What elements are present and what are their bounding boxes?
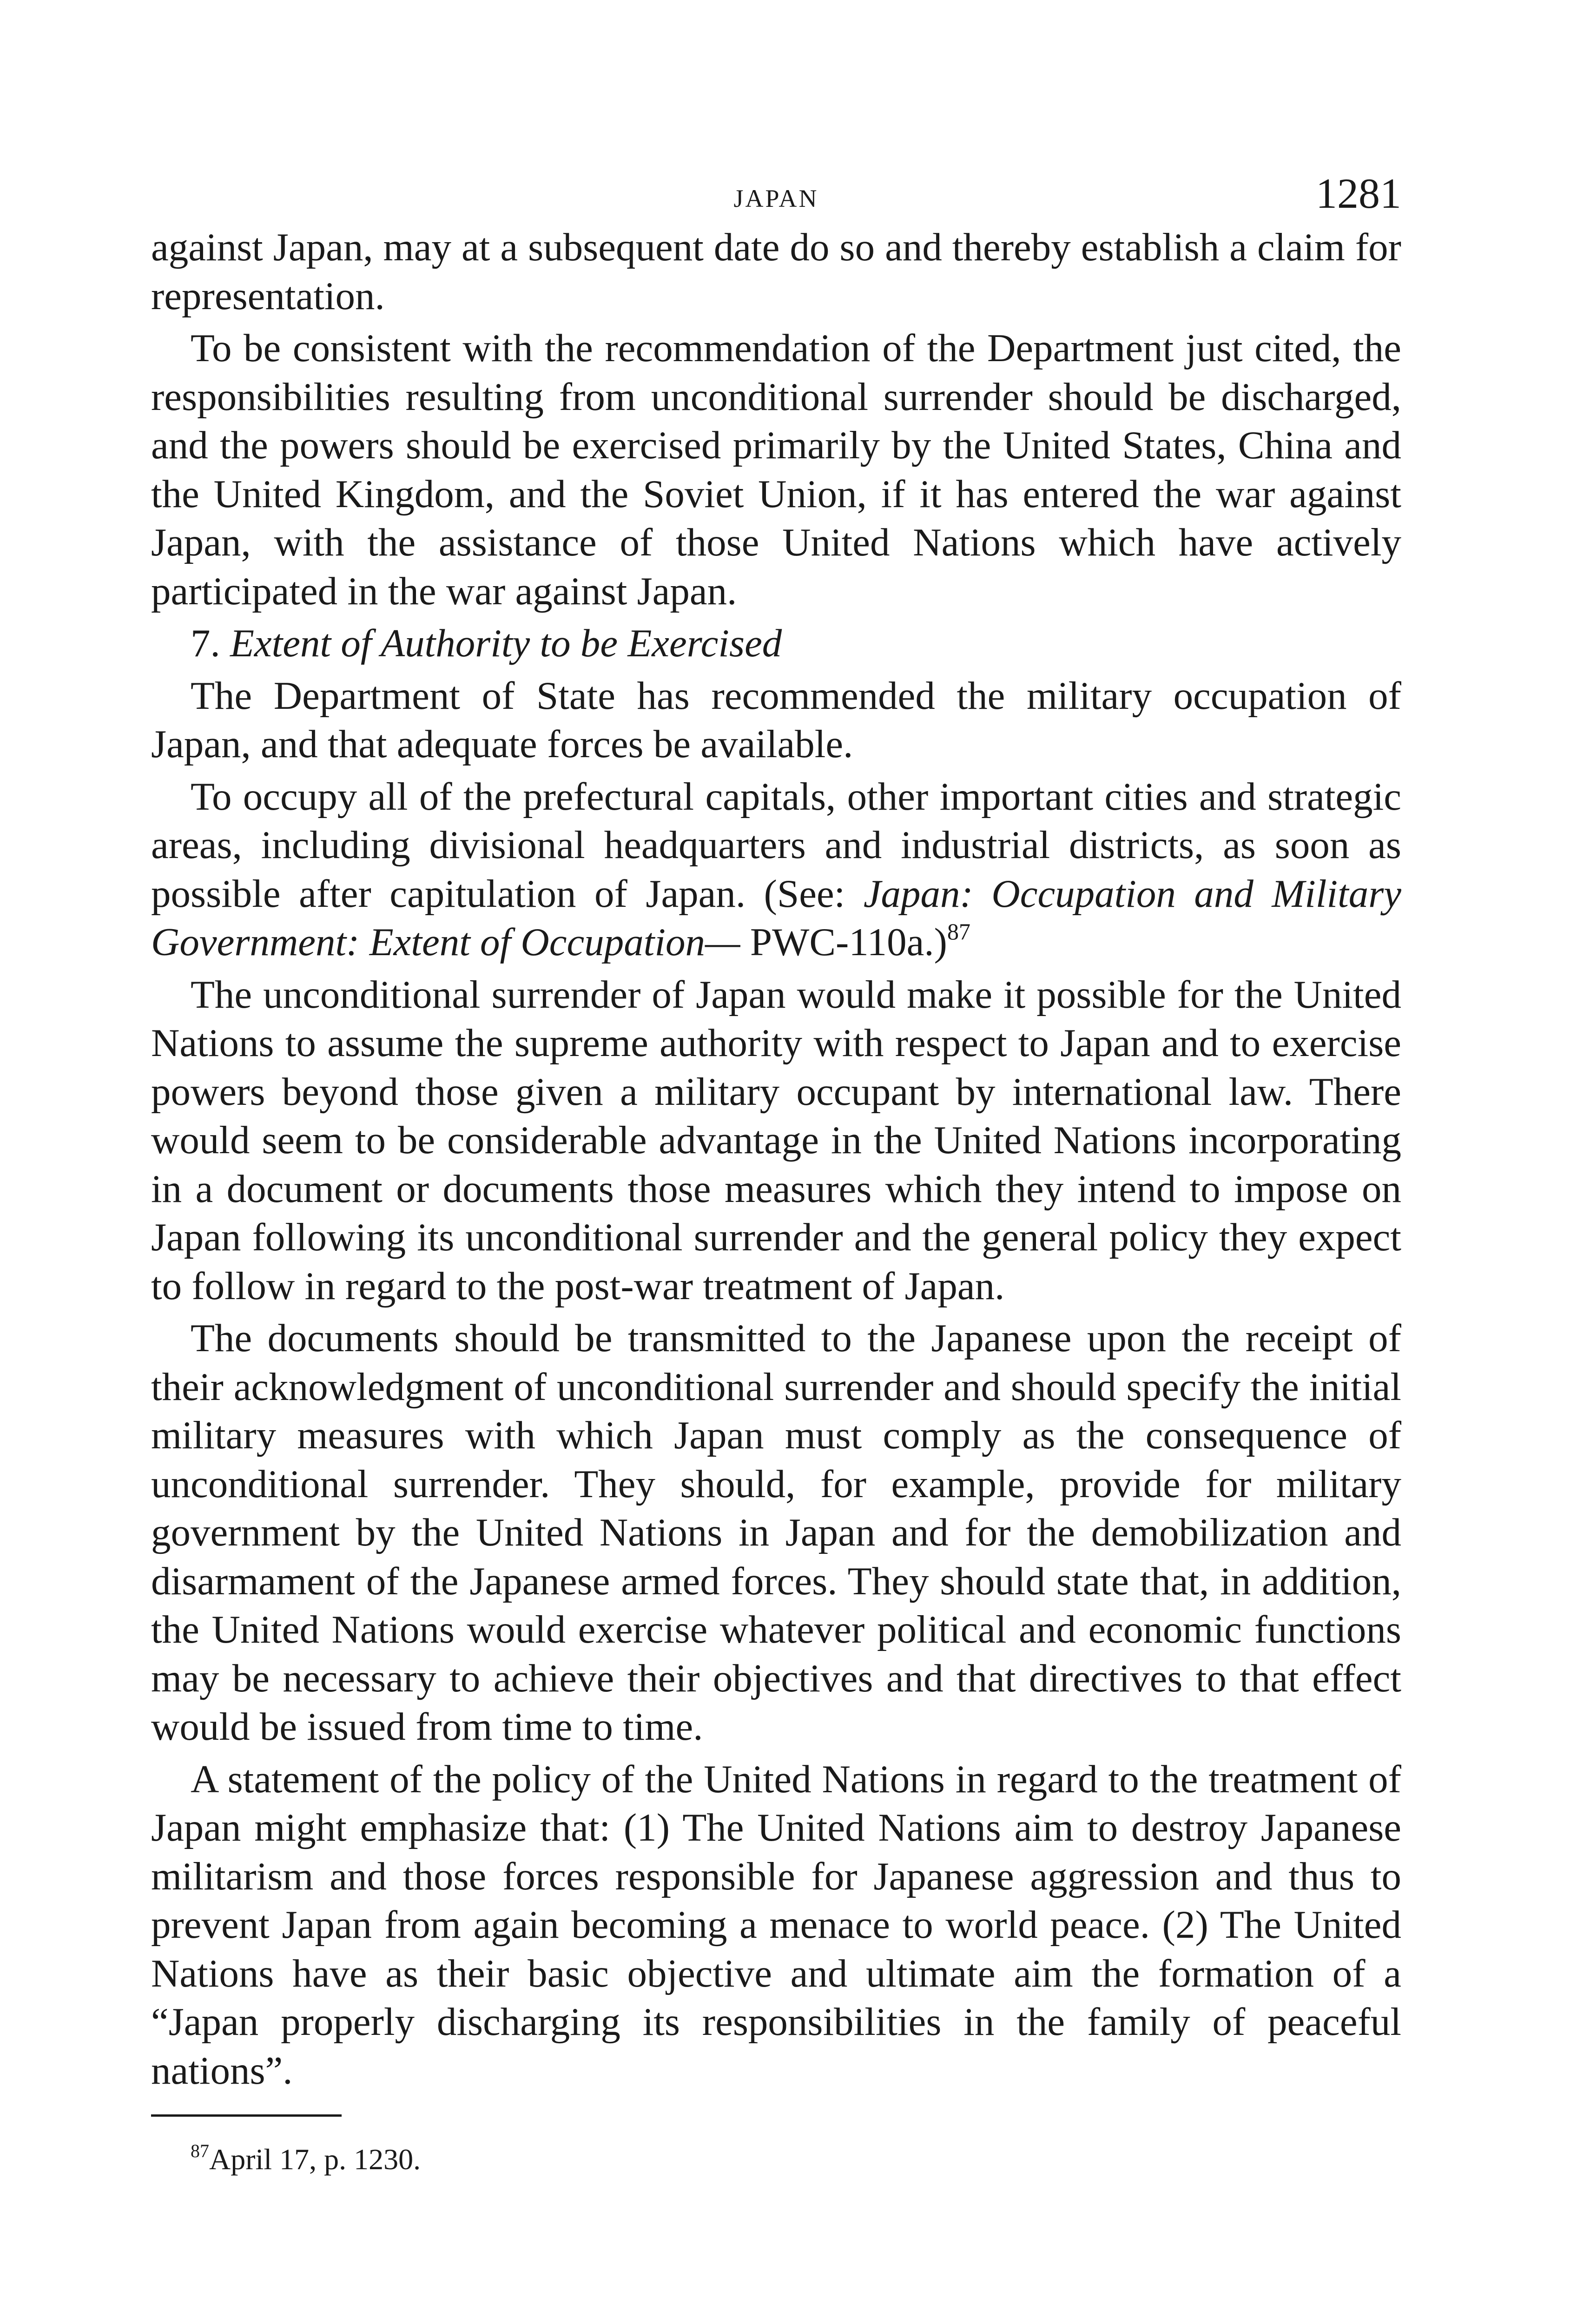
paragraph-with-citation: [151, 772, 1401, 967]
paragraph: The Department of State has recommended the military occupation of Japan, and that adequate forces be available.: [151, 673, 1401, 766]
citation-title: Japan: Occupation and Military Government: Extent of Occupation—: [151, 872, 1401, 964]
running-head: [151, 172, 1401, 223]
citation-code: PWC-110a.): [750, 920, 947, 964]
running-title: JAPAN: [733, 185, 819, 212]
footnote-text: April 17, p. 1230.: [209, 2143, 421, 2176]
paragraph: To be consistent with the recommendation of the Department just cited, the responsibilities resulting from unconditional surrender should be discharged, and the powers should be exercised primarily by the United States, China and the United Kingdom, and the Soviet Union, if it has entered the war against Japan, with the assistance of those United Nations which have actively participated in the war against Japan.: [151, 326, 1401, 613]
paragraph: The documents should be transmitted to the Japanese upon the receipt of their acknowledgment of unconditional surrender and should specify the initial military measures with which Japan must comply as the consequence of unconditional surrender. They should, for example, provide for military government by the United Nations in Japan and for the demobilization and disarmament of the Japanese armed forces. They should state that, in addition, the United Nations would exercise whatever political and economic functions may be necessary to achieve their objectives and that directives to that effect would be issued from time to time.: [151, 1316, 1401, 1749]
paragraph-continued: against Japan, may at a subsequent date do so and thereby establish a claim for representation.: [151, 225, 1401, 318]
section-heading: [151, 619, 1401, 668]
footnote-marker: 87: [191, 2140, 209, 2161]
paragraph: A statement of the policy of the United Nations in regard to the treatment of Japan might emphasize that: (1) The United Nations aim to destroy Japanese militarism and those forces responsible for Japanese aggression and thus to prevent Japan from again becoming a menace to world peace. (2) The United Nations have as their basic objective and ultimate aim the formation of a “Japan properly discharging its responsibilities in the family of peaceful nations”.: [151, 1757, 1401, 2093]
footnote: [191, 2141, 1401, 2178]
section-heading-number: 7.: [191, 621, 220, 665]
paragraph-text: To occupy all of the prefectural capitals, other important cities and strategic areas, including divisional headquarters and industrial districts, as soon as possible after capitulation of Japan. (See:: [151, 774, 1401, 916]
footnote-divider: [151, 2114, 342, 2117]
paragraph: The unconditional surrender of Japan would make it possible for the United Nations to assume the supreme authority with respect to Japan and to exercise powers beyond those given a military occupant by international law. There would seem to be considerable advantage in the United Nations incorporating in a document or documents those measures which they intend to impose on Japan following its unconditional surrender and the general policy they expect to follow in regard to the post-war treatment of Japan.: [151, 972, 1401, 1308]
body-text: [151, 223, 1401, 2095]
document-page: [151, 172, 1401, 2178]
footnote-reference: 87: [947, 918, 970, 944]
page-number: 1281: [1316, 170, 1401, 217]
section-heading-title: Extent of Authority to be Exercised: [230, 621, 782, 665]
